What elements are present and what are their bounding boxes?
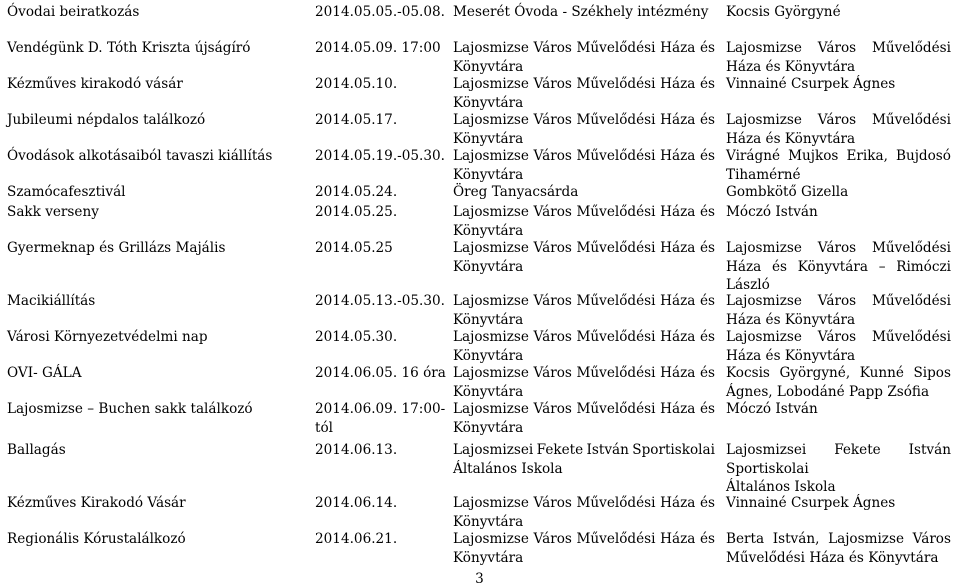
event-organizer-line: Kocsis Györgyné [726,4,841,20]
event-venue-line: Öreg Tanyacsárda [453,184,579,200]
event-name-line: Kézműves Kirakodó Vásár [7,495,186,511]
event-organizer-line: Berta István, Lajosmizse Város [726,531,951,547]
event-venue-line: Könyvtára [453,549,524,566]
event-name-cell [7,111,307,130]
event-venue-line: Lajosmizse Város Művelődési Háza és [453,204,715,220]
event-organizer-line: Művelődési Háza és Könyvtára [726,549,939,566]
event-venue-line: Könyvtára [453,222,524,239]
event-organizer-cell [726,3,951,22]
event-venue-line: Könyvtára [453,383,524,400]
event-date-cell [315,39,447,58]
event-venue-line: Általános Iskola [453,460,563,477]
event-organizer-line: Sportiskolai [726,460,809,477]
event-name-line: OVI- GÁLA [7,365,82,381]
event-organizer-cell [726,75,951,94]
event-date-cell [315,530,447,549]
event-name-line: Ballagás [7,442,66,458]
event-organizer-line: Ágnes, Lobodáné Papp Zsófia [726,383,930,400]
event-date-line: 2014.05.17. [315,112,398,128]
event-organizer-cell [726,328,951,365]
event-venue-cell [453,183,715,202]
event-organizer-cell [726,147,951,184]
event-name-cell [7,292,307,311]
event-name-line: Városi Környezetvédelmi nap [7,329,208,345]
event-date-line: 2014.05.13.-05.30. [315,293,445,309]
event-date-line: 2014.06.13. [315,442,398,458]
event-organizer-line: Móczó István [726,204,818,220]
event-date-line: 2014.05.30. [315,329,398,345]
event-venue-line: Könyvtára [453,58,524,75]
event-venue-line: Lajosmizse Város Művelődési Háza és [453,495,715,511]
event-date-cell [315,292,447,311]
event-venue-line: Lajosmizse Város Művelődési Háza és [453,112,715,128]
event-venue-cell [453,203,715,240]
event-organizer-cell [726,441,951,497]
event-venue-line: Könyvtára [453,258,524,275]
event-name-cell [7,441,307,460]
event-organizer-cell [726,400,951,419]
event-organizer-line: Lajosmizse Város Művelődési [726,40,951,56]
event-name-cell [7,75,307,94]
event-name-line: Regionális Kórustalálkozó [7,531,186,547]
event-name-cell [7,39,307,58]
event-venue-line: Könyvtára [453,311,524,328]
event-venue-cell [453,147,715,184]
event-date-line: 2014.05.10. [315,76,398,92]
event-name-line: Kézműves kirakodó vásár [7,76,183,92]
event-venue-line: Könyvtára [453,347,524,364]
event-organizer-line: Vinnainé Csurpek Ágnes [726,76,896,92]
event-name-line: Szamócafesztivál [7,184,126,200]
event-organizer-line: Gombkötő Gizella [726,184,849,200]
event-name-line: Óvodai beiratkozás [7,4,140,20]
event-name-cell [7,147,307,166]
event-name-cell [7,530,307,549]
event-name-cell [7,400,307,419]
event-name-line: Macikiállítás [7,293,96,309]
event-organizer-cell [726,530,951,567]
event-venue-cell [453,292,715,329]
event-venue-cell [453,3,715,22]
event-organizer-line: Lajosmizsei Fekete István [726,442,951,458]
event-organizer-cell [726,494,951,513]
event-organizer-line: László [726,277,770,293]
event-date-cell [315,239,447,258]
event-organizer-line: Lajosmizse Város Művelődési [726,240,951,256]
event-organizer-cell [726,239,951,295]
event-organizer-line: Háza és Könyvtára – Rimóczi [726,258,951,275]
event-date-line: 2014.05.25 [315,240,393,256]
event-venue-cell [453,364,715,401]
page-number: 3 [475,571,484,587]
event-date-cell [315,364,447,383]
event-venue-line: Lajosmizse Város Művelődési Háza és [453,365,715,381]
event-name-line: Jubileumi népdalos találkozó [7,112,206,128]
event-date-cell [315,203,447,222]
event-date-cell [315,183,447,202]
event-venue-line: Könyvtára [453,166,524,183]
event-venue-cell [453,530,715,567]
event-date-line: 2014.06.09. 17:00- [315,401,446,417]
event-name-line: Vendégünk D. Tóth Kriszta újságíró [7,40,251,56]
event-date-cell [315,75,447,94]
event-venue-cell [453,441,715,478]
event-venue-line: Lajosmizse Város Művelődési Háza és [453,40,715,56]
event-date-cell [315,441,447,460]
event-organizer-line: Háza és Könyvtára [726,347,856,364]
event-date-line: tól [315,419,333,436]
event-date-line: 2014.05.09. 17:00 [315,40,441,56]
event-organizer-line: Háza és Könyvtára [726,58,856,75]
event-date-cell [315,147,447,166]
event-venue-line: Meserét Óvoda - Székhely intézmény [453,4,709,20]
event-name-cell [7,183,307,202]
event-organizer-line: Háza és Könyvtára [726,130,856,147]
event-date-cell [315,3,447,22]
event-name-cell [7,203,307,222]
event-venue-cell [453,75,715,112]
event-venue-line: Lajosmizse Város Művelődési Háza és [453,76,715,92]
event-date-cell [315,494,447,513]
event-date-cell [315,400,447,437]
event-venue-line: Lajosmizse Város Művelődési Háza és [453,240,715,256]
event-date-line: 2014.05.25. [315,204,398,220]
event-venue-cell [453,111,715,148]
event-name-line: Gyermeknap és Grillázs Majális [7,240,226,256]
event-organizer-line: Lajosmizse Város Művelődési [726,293,951,309]
event-organizer-line: Vinnainé Csurpek Ágnes [726,495,896,511]
event-organizer-cell [726,111,951,148]
event-venue-cell [453,494,715,531]
event-venue-cell [453,239,715,276]
event-organizer-line: Kocsis Györgyné, Kunné Sipos [726,365,951,381]
event-venue-line: Lajosmizse Város Művelődési Háza és [453,148,715,164]
event-name-line: Sakk verseny [7,204,99,220]
event-venue-line: Lajosmizsei Fekete István Sportiskolai [453,442,715,458]
event-name-line: Lajosmizse – Buchen sakk találkozó [7,401,253,417]
event-venue-line: Lajosmizse Város Művelődési Háza és [453,531,715,547]
event-name-cell [7,239,307,258]
event-name-cell [7,3,307,22]
event-date-line: 2014.06.05. 16 óra [315,365,446,381]
event-organizer-line: Móczó István [726,401,818,417]
event-name-cell [7,364,307,383]
event-venue-line: Könyvtára [453,94,524,111]
event-venue-line: Könyvtára [453,130,524,147]
event-name-cell [7,494,307,513]
event-organizer-line: Háza és Könyvtára [726,311,856,328]
event-venue-cell [453,39,715,76]
event-date-line: 2014.05.05.-05.08. [315,4,445,20]
event-venue-cell [453,400,715,437]
event-organizer-cell [726,203,951,222]
event-venue-line: Lajosmizse Város Művelődési Háza és [453,401,715,417]
event-organizer-cell [726,183,951,202]
event-organizer-line: Lajosmizse Város Művelődési [726,329,951,345]
event-organizer-line: Virágné Mujkos Erika, Bujdosó [726,148,951,164]
event-venue-line: Lajosmizse Város Művelődési Háza és [453,293,715,309]
event-venue-line: Könyvtára [453,513,524,530]
event-organizer-cell [726,364,951,401]
event-venue-line: Lajosmizse Város Művelődési Háza és [453,329,715,345]
event-date-cell [315,111,447,130]
event-date-line: 2014.05.24. [315,184,398,200]
event-date-line: 2014.06.21. [315,531,398,547]
event-venue-line: Könyvtára [453,419,524,436]
event-organizer-cell [726,39,951,76]
event-name-line: Óvodások alkotásaiból tavaszi kiállítás [7,148,273,164]
event-organizer-line: Általános Iskola [726,479,836,495]
event-organizer-line: Tihamérné [726,166,801,183]
event-organizer-line: Lajosmizse Város Művelődési [726,112,951,128]
event-date-line: 2014.05.19.-05.30. [315,148,445,164]
event-organizer-cell [726,292,951,329]
event-date-line: 2014.06.14. [315,495,398,511]
event-date-cell [315,328,447,347]
event-venue-cell [453,328,715,365]
event-name-cell [7,328,307,347]
